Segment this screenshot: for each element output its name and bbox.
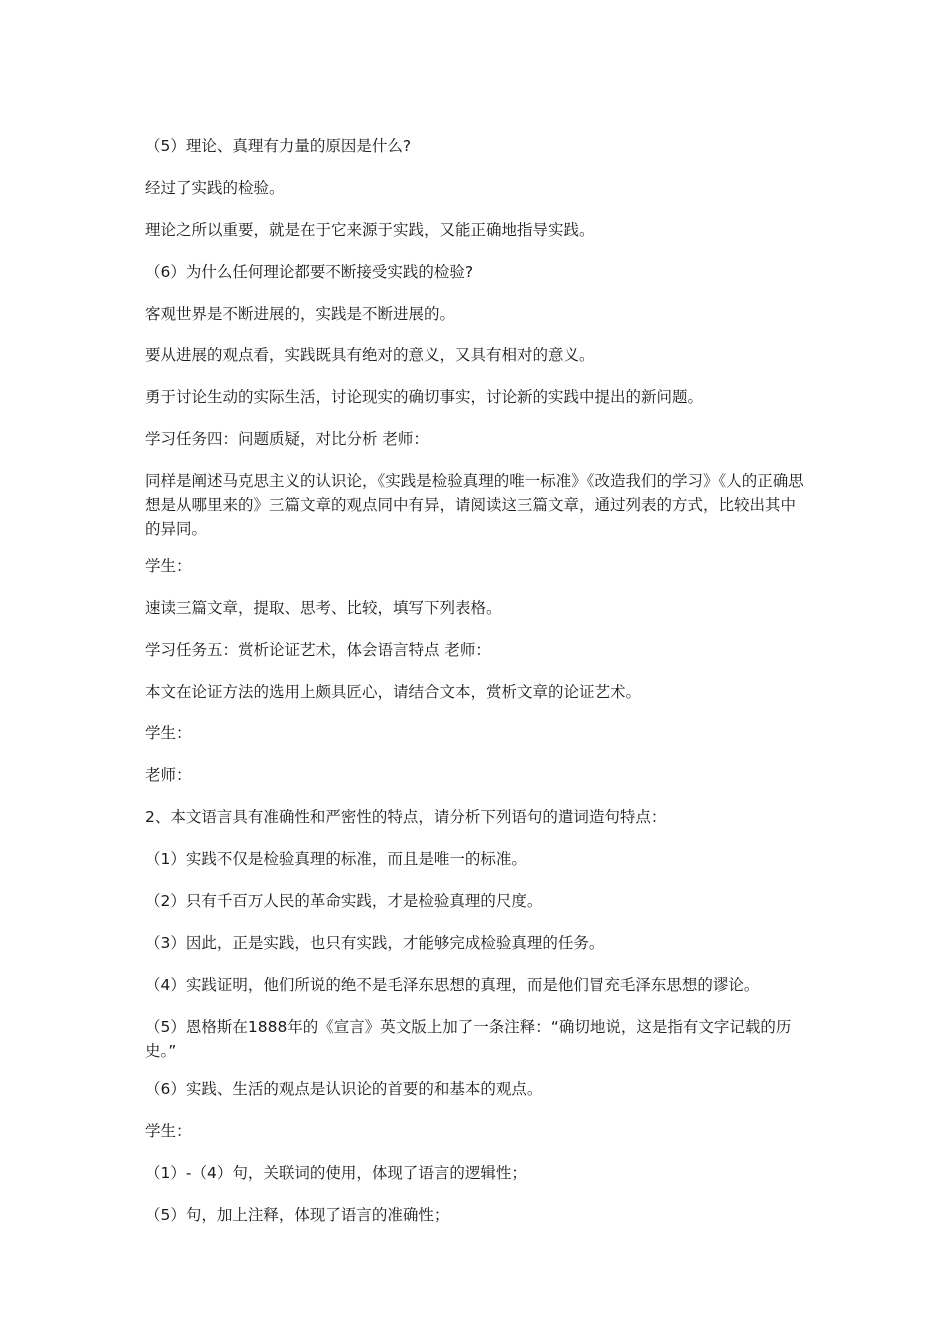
student-answer-item: （1）-（4）句，关联词的使用，体现了语言的逻辑性； <box>145 1164 527 1182</box>
answer-paragraph: 经过了实践的检验。 <box>145 179 285 197</box>
answer-paragraph: 理论之所以重要，就是在于它来源于实践，又能正确地指导实践。 <box>145 221 595 239</box>
sentence-item: （5）恩格斯在1888年的《宣言》英文版上加了一条注释：“确切地说，这是指有文字记载的历史。” <box>145 1018 792 1060</box>
student-response: 速读三篇文章，提取、思考、比较，填写下列表格。 <box>145 599 502 617</box>
sentence-item: （4）实践证明，他们所说的绝不是毛泽东思想的真理，而是他们冒充毛泽东思想的谬论。 <box>145 976 760 994</box>
teacher-label: 老师： <box>145 766 192 784</box>
task-4-heading: 学习任务四：问题质疑，对比分析 老师： <box>145 430 429 448</box>
language-question: 2、本文语言具有准确性和严密性的特点，请分析下列语句的遣词造句特点： <box>145 808 667 826</box>
sentence-item: （6）实践、生活的观点是认识论的首要的和基本的观点。 <box>145 1080 543 1098</box>
question-5-heading: （5）理论、真理有力量的原因是什么? <box>145 137 412 155</box>
task-4-instruction: 同样是阐述马克思主义的认识论，《实践是检验真理的唯一标准》《改造我们的学习》《人的正确思想是从哪里来的》三篇文章的观点同中有异，请阅读这三篇文章，通过列表的方式，比较出其中的异同。 <box>145 472 804 538</box>
task-5-heading: 学习任务五：赏析论证艺术，体会语言特点 老师： <box>145 641 491 659</box>
sentence-item: （2）只有千百万人民的革命实践，才是检验真理的尺度。 <box>145 892 543 910</box>
question-6-heading: （6）为什么任何理论都要不断接受实践的检验? <box>145 263 474 281</box>
sentence-item: （3）因此，正是实践，也只有实践，才能够完成检验真理的任务。 <box>145 934 605 952</box>
answer-paragraph: 要从进展的观点看，实践既具有绝对的意义，又具有相对的意义。 <box>145 346 595 364</box>
student-label: 学生： <box>145 557 192 575</box>
student-answer-item: （5）句，加上注释，体现了语言的准确性； <box>145 1206 450 1224</box>
student-label: 学生： <box>145 724 192 742</box>
task-5-instruction: 本文在论证方法的选用上颇具匠心，请结合文本，赏析文章的论证艺术。 <box>145 683 642 701</box>
sentence-item: （1）实践不仅是检验真理的标准，而且是唯一的标准。 <box>145 850 527 868</box>
student-label: 学生： <box>145 1122 192 1140</box>
answer-paragraph: 勇于讨论生动的实际生活，讨论现实的确切事实，讨论新的实践中提出的新问题。 <box>145 388 704 406</box>
answer-paragraph: 客观世界是不断进展的，实践是不断进展的。 <box>145 305 456 323</box>
